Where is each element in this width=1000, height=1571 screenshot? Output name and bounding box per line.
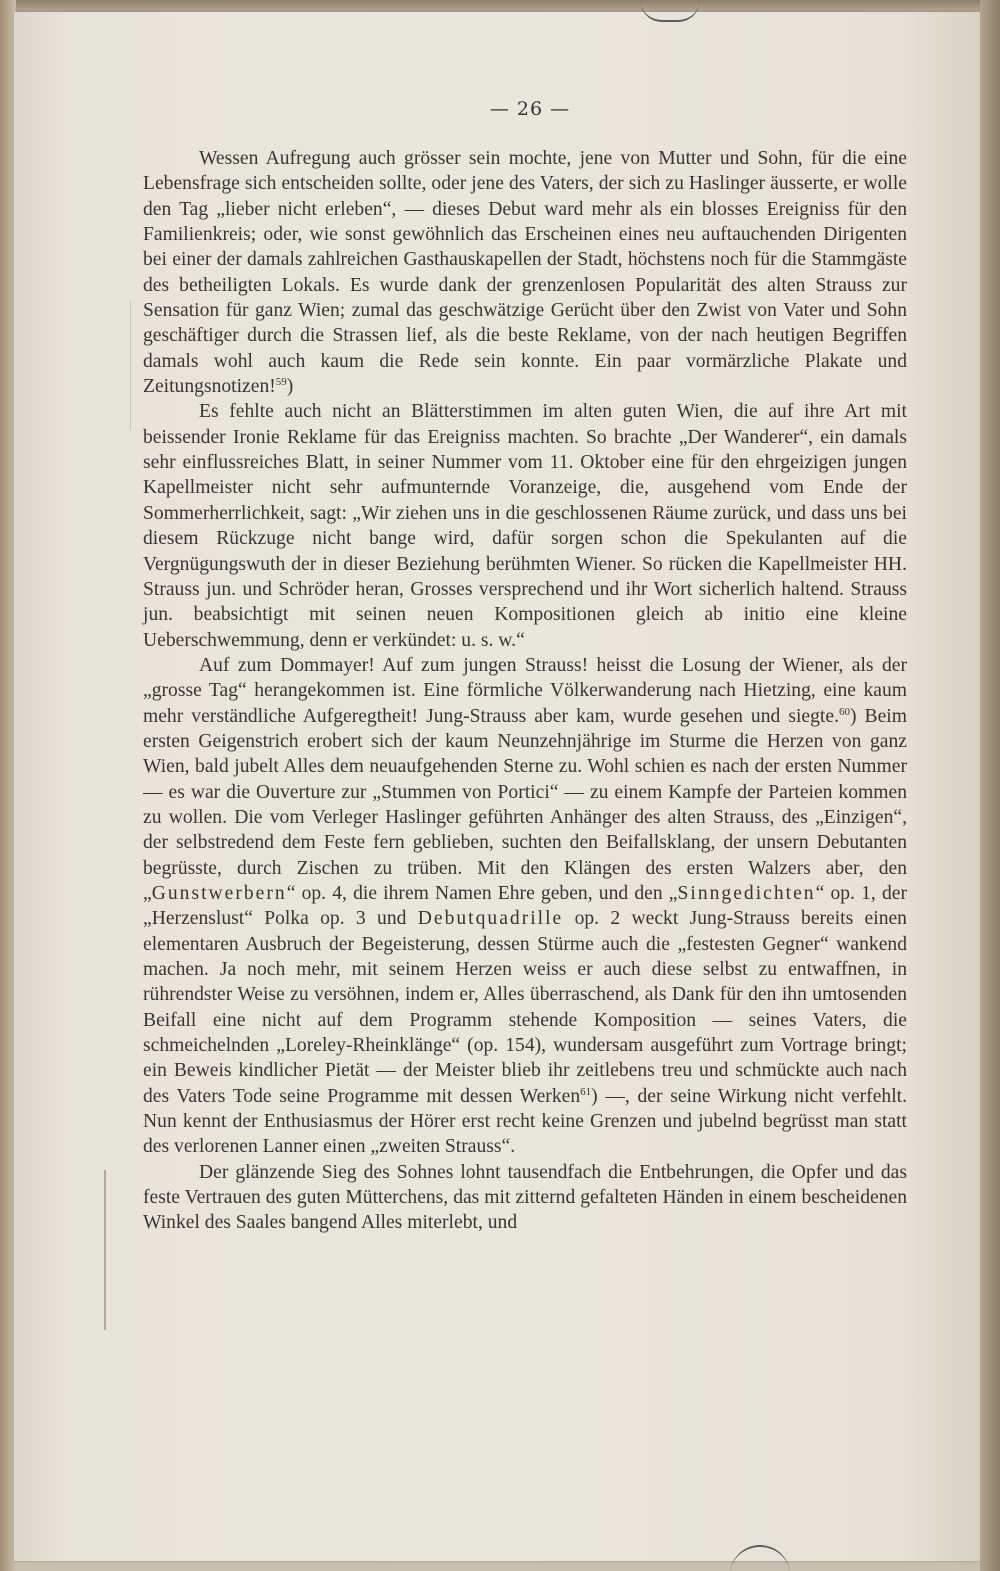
text-run: op. 2 weckt Jung-Strauss bereits einen elementaren Ausbruch der Begeisterung, dessen Stürme auch die „festesten Gegner“ wankend machen. Ja noch mehr, mit seinem Herzen weiss er auch diese selbst zu entwaffnen, in rührendster Weise zu versöhnen, indem er, Alles überraschend, als Dank für den ihn umtosenden Beifall eine nicht auf dem Programm stehende Komposition — seines Vaters, die schmeichelnden „Loreley-Rheinklänge“ (op. 154), wundersam ausgeführt zum Vortrage bringt; ein Beweis kindlicher Pietät — der Meister blieb ihr zeitlebens treu und schmückte auch nach des Vaters Tode seine Programme mit dessen Werken bbox=[143, 908, 907, 1107]
footnote-ref: 59 bbox=[275, 376, 287, 389]
text-run: “ op. 1, der „Herzenslust“ Polka op. 3 und bbox=[143, 882, 907, 930]
footnote-ref: 61 bbox=[580, 1085, 592, 1098]
text-run: ) Beim ersten Geigenstrich erobert sich der kaum Neunzehnjährige im Sturme die Herzen von ganz Wien, bald jubelt Alles dem neuaufgehenden Sterne zu. Wohl schien es nach der ersten Nummer — es war die Ouverture zur „Stummen von Portici“ — zu einem Kampfe der Parteien kommen zu wollen. Die vom Verleger Haslinger geführten Anhänger des alten Strauss, des „Einzigen“, der selbstredend dem Feste fern geblieben, suchten den Beifallsklang, der unsern Debutanten begrüsste, durch Zischen zu trüben. Mit den Klängen des ersten Walzers aber, den „ bbox=[143, 705, 907, 904]
top-page-edge bbox=[0, 0, 1000, 12]
spaced-title: Debutquadrille bbox=[417, 908, 564, 930]
text-run: ) bbox=[286, 376, 294, 398]
paragraph bbox=[143, 653, 907, 1160]
paragraph bbox=[143, 399, 907, 652]
page-number: — 26 — bbox=[489, 98, 571, 120]
text-run: Auf zum Dommayer! Auf zum jungen Strauss! heisst die Losung der Wiener, als der „grosse Tag“ herangekommen ist. Eine förmliche Völkerwanderung nach Hietzing, eine kaum mehr verständliche Aufgeregtheit! Jung-Strauss aber kam, wurde gesehen und siegte. bbox=[143, 654, 907, 727]
text-run: Es fehlte auch nicht an Blätterstimmen im alten guten Wien, die auf ihre Art mit beissender Ironie Reklame für das Ereigniss machten. So brachte „Der Wanderer“, ein damals sehr einflussreiches Blatt, in seiner Nummer vom 11. Oktober eine für den ehrgeizigen jungen Kapellmeister nicht sehr aufmunternde Voranzeige, die, ausgehend vom Ende der Sommerherrlichkeit, sagt: „Wir ziehen uns in die geschlossenen Räume zurück, und dass uns bei diesem Rückzuge nicht bange wird, dafür sorgen schon die Spekulanten auf die Vergnügungswuth der in dieser Beziehung berühmten Wiener. So rücken die Kapellmeister HH. Strauss jun. und Schröder heran, Grosses versprechend und ihr Wort sicherlich haltend. Strauss jun. beabsichtigt mit seinen neuen Kompositionen gleich ab initio eine kleine Ueberschwemmung, denn er verkündet: u. s. w.“ bbox=[143, 401, 907, 651]
right-page-edge bbox=[980, 0, 1000, 1571]
paragraph bbox=[143, 146, 907, 399]
spaced-title: Sinngedichten bbox=[677, 882, 816, 904]
footnote-ref: 60 bbox=[838, 705, 850, 718]
text-run: ) —, der seine Wirkung nicht verfehlt. Nun kennt der Enthusiasmus der Hörer erst recht keine Grenzen und jubelnd begrüsst man statt des verlorenen Lanner einen „zweiten Strauss“. bbox=[143, 1085, 907, 1158]
text-run: “ op. 4, die ihrem Namen Ehre geben, und den „ bbox=[286, 882, 678, 904]
text-run: Wessen Aufregung auch grösser sein mochte, jene von Mutter und Sohn, für die eine Lebensfrage sich entscheiden sollte, oder jene des Vaters, der sich zu Haslinger äusserte, er wolle den Tag „lieber nicht erleben“, — dieses Debut ward mehr als ein blosses Ereigniss für den Familienkreis; oder, wie sonst gewöhnlich das Erscheinen eines neu auftauchenden Dirigenten bei einer der damals zahlreichen Gasthauskapellen der Stadt, höchstens noch für die Stammgäste des betheiligten Lokals. Es wurde dank der grenzenlosen Popularität des alten Strauss zur Sensation für ganz Wien; zumal das geschwätzige Gerücht über den Zwist von Vater und Sohn geschäftiger durch die Strassen lief, als die beste Reklame, von der nach heutigen Begriffen damals wohl auch kaum die Rede sein konnte. Ein paar vormärzliche Plakate und Zeitungsnotizen! bbox=[143, 148, 907, 398]
margin-pencil-mark bbox=[104, 1170, 106, 1330]
paragraph bbox=[143, 1160, 907, 1236]
text-run: Der glänzende Sieg des Sohnes lohnt tausendfach die Entbehrungen, die Opfer und das feste Vertrauen des guten Mütterchens, das mit zitternd gefalteten Händen in einem bescheidenen Winkel des Saales bangend Alles miterlebt, und bbox=[143, 1161, 907, 1234]
margin-pencil-mark bbox=[130, 300, 131, 430]
spaced-title: Gunstwerbern bbox=[151, 882, 287, 904]
body-text bbox=[143, 146, 907, 1236]
